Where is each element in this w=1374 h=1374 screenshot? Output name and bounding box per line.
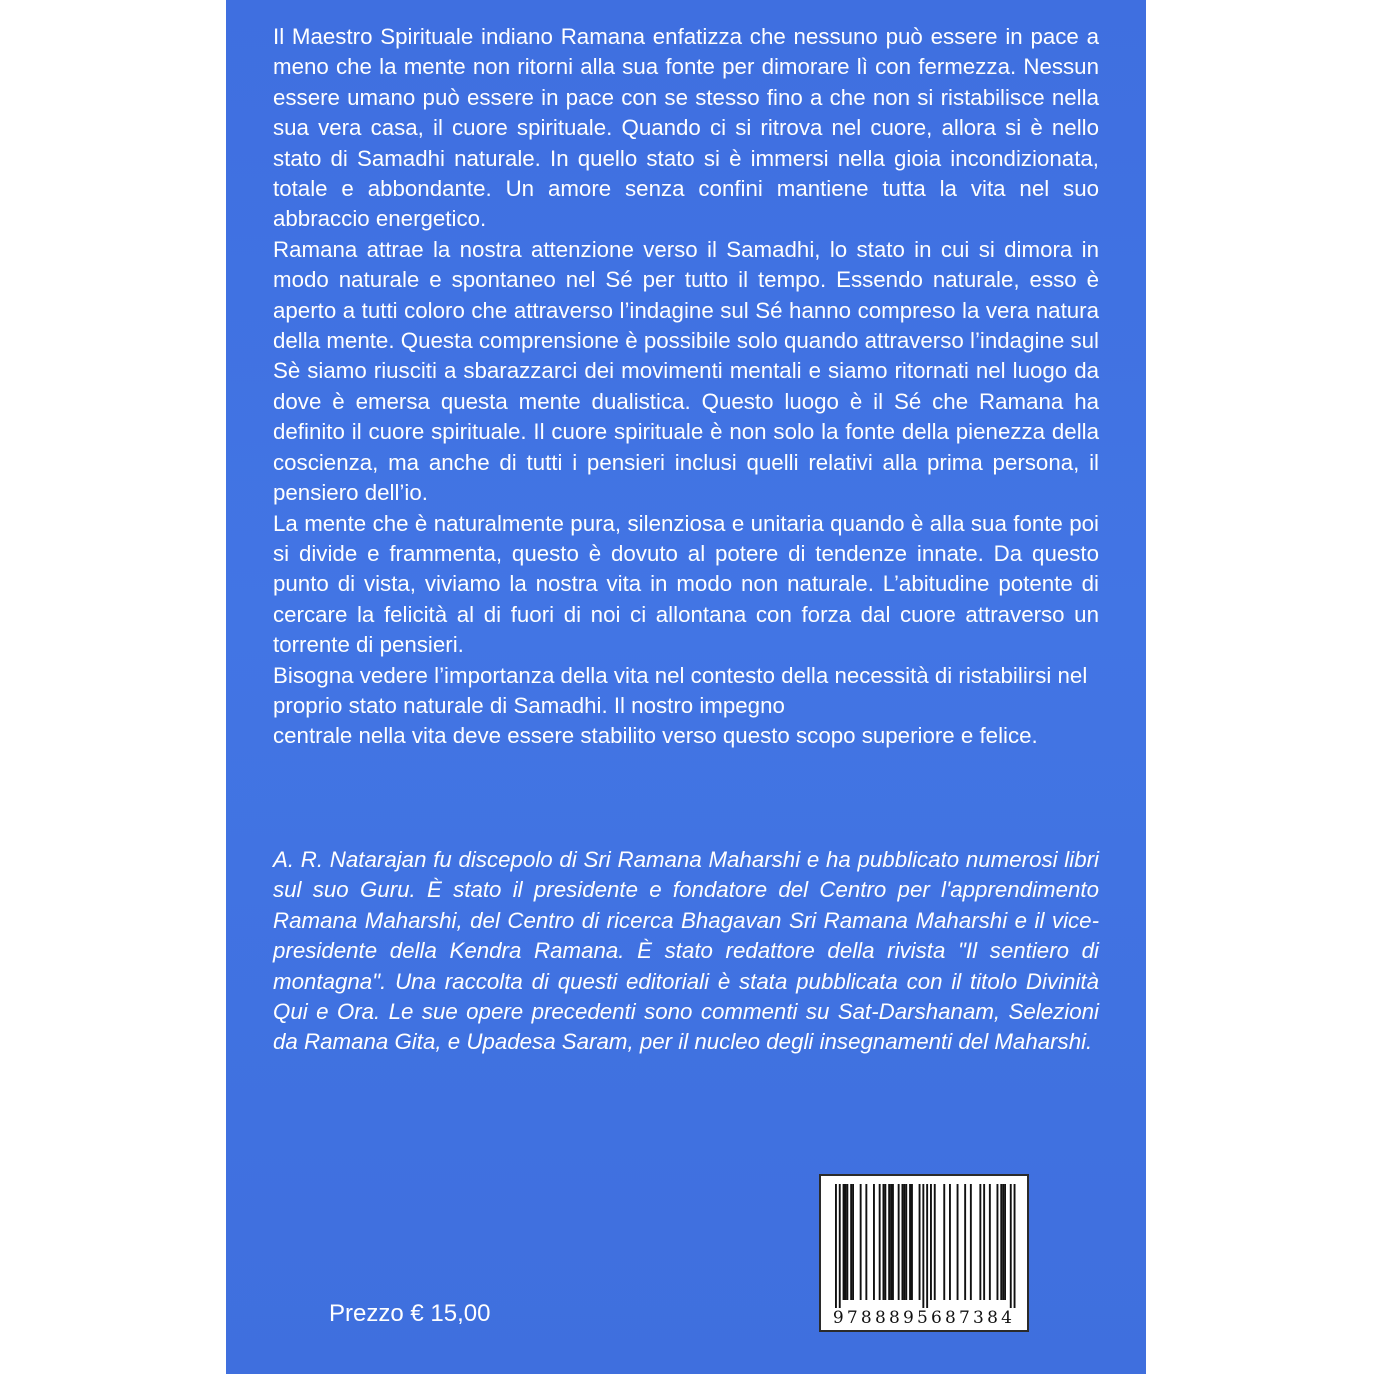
barcode-bar — [890, 1184, 892, 1300]
barcode-bar — [883, 1184, 885, 1300]
barcode-bar — [1000, 1184, 1002, 1300]
barcode-digits: 9788895687384 — [832, 1308, 1016, 1328]
barcode-bar — [852, 1184, 854, 1300]
barcode-bar — [873, 1184, 875, 1300]
barcode-bar — [1002, 1184, 1004, 1300]
barcode-bar — [989, 1184, 991, 1300]
price-label: Prezzo € 15,00 — [329, 1300, 491, 1327]
description-paragraph-4: Bisogna vedere l’importanza della vita nel contesto della necessità di ristabilirsi nel proprio stato naturale di Samadhi. Il nostro impegno — [273, 662, 1088, 718]
barcode-bar — [860, 1184, 862, 1300]
barcode-bar — [905, 1184, 907, 1300]
barcode-bar — [957, 1184, 959, 1300]
barcode-bar — [903, 1184, 905, 1300]
barcode-bar — [964, 1184, 966, 1300]
description-paragraph-3: La mente che è naturalmente pura, silenziosa e unitaria quando è alla sua fonte poi si divide e frammenta, questo è dovuto al potere di tendenze innate. Da questo punto di vista, viviamo la nostra vita in modo non naturale. L’abitudine potente di cercare la felicità al di fuori di noi ci allontana con forza dal cuore attraverso un torrente di pensieri. — [273, 510, 1099, 658]
barcode-bar — [845, 1184, 847, 1300]
barcode-bar — [949, 1184, 951, 1300]
barcode-bar — [898, 1184, 900, 1300]
description-paragraph-5: centrale nella vita deve essere stabilito verso questo scopo superiore e felice. — [273, 723, 1038, 749]
barcode-bar — [865, 1184, 867, 1300]
barcode-bar — [983, 1184, 985, 1300]
barcode-bar — [911, 1184, 913, 1300]
back-cover — [226, 0, 1146, 1374]
barcode-bar — [839, 1184, 841, 1308]
barcode-bar — [970, 1184, 972, 1300]
barcode-bar — [930, 1184, 932, 1300]
barcode-bar — [846, 1184, 848, 1300]
barcode-bar — [1010, 1184, 1012, 1308]
barcode-bar — [926, 1184, 928, 1308]
barcode-bar — [879, 1184, 881, 1300]
author-bio: A. R. Natarajan fu discepolo di Sri Ramana Maharshi e ha pubblicato numerosi libri sul suo Guru. È stato il presidente e fondatore del Centro per l'apprendimento Ramana Maharshi, del Centro di ricerca Bhagavan Sri Ramana Maharshi e il vice-presidente della Kendra Ramana. È stato redattore della rivista "Il sentiero di montagna". Una raccolta di questi editoriali è stata pubblicata con il titolo Divinità Qui e Ora. Le sue opere precedenti sono commenti su Sat-Darshanam, Selezioni da Ramana Gita, e Upadesa Saram, per il nucleo degli insegnamenti del Maharshi. — [273, 847, 1099, 1055]
description-paragraph-1: Il Maestro Spirituale indiano Ramana enfatizza che nessuno può essere in pace a meno che la mente non ritorni alla sua fonte per dimorare lì con fermezza. Nessun essere umano può essere in pace con se stesso fino a che non si ristabilisce nella sua vera casa, il cuore spirituale. Quando ci si ritrova nel cuore, allora si è nello stato di Samadhi naturale. In quello stato si è immersi nella gioia incondizionata, totale e abbondante. Un amore senza confini mantiene tutta la vita nel suo abbraccio energetico. — [273, 24, 1099, 232]
barcode-bar — [892, 1184, 894, 1300]
barcode-bar — [934, 1184, 936, 1300]
barcode-bars — [821, 1176, 1027, 1330]
barcode-bar — [902, 1184, 904, 1300]
barcode-bar — [979, 1184, 981, 1300]
barcode-bar — [850, 1184, 852, 1300]
barcode-bar — [835, 1184, 837, 1308]
barcode-bar — [888, 1184, 890, 1300]
barcode-bar — [997, 1184, 999, 1300]
barcode-bar — [919, 1184, 921, 1300]
barcode-bar — [909, 1184, 911, 1300]
book-description — [273, 22, 1099, 752]
barcode-bar — [943, 1184, 945, 1300]
barcode-bar — [922, 1184, 924, 1308]
barcode-bar — [1014, 1184, 1016, 1308]
barcode-bar — [843, 1184, 845, 1300]
barcode-bar — [884, 1184, 886, 1300]
isbn-barcode — [819, 1174, 1029, 1332]
barcode-bar — [1004, 1184, 1006, 1300]
description-paragraph-2: Ramana attrae la nostra attenzione verso il Samadhi, lo stato in cui si dimora in modo naturale e spontaneo nel Sé per tutto il tempo. Essendo naturale, esso è aperto a tutti coloro che attraverso l’indagine sul Sé hanno compreso la vera natura della mente. Questa comprensione è possibile solo quando attraverso l’indagine sul Sè siamo riusciti a sbarazzarci dei movimenti mentali e siamo ritornati nel luogo da dove è emersa questa mente dualistica. Questo luogo è il Sé che Ramana ha definito il cuore spirituale. Il cuore spirituale è non solo la fonte della pienezza della coscienza, ma anche di tutti i pensieri inclusi quelli relativi alla prima persona, il pensiero dell’io. — [273, 236, 1099, 506]
